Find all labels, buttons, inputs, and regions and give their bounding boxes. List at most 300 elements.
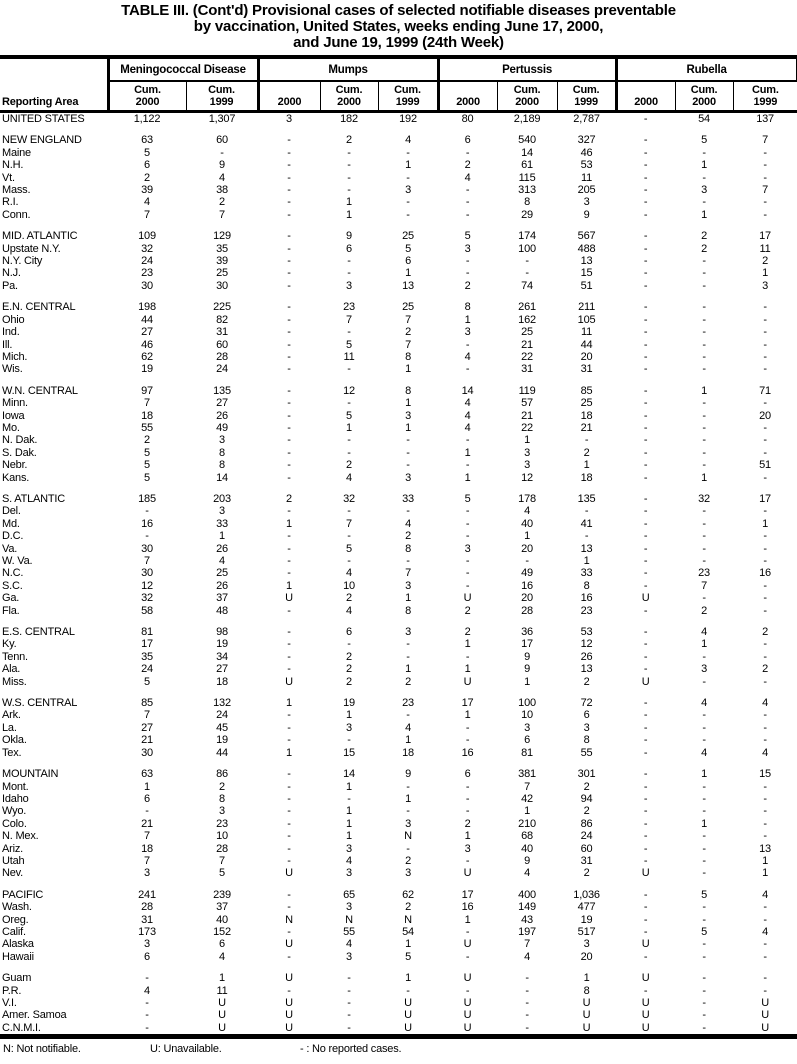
cell-value: 162 [518,313,536,326]
cell-value: 567 [577,230,596,243]
cell-value: 3 [524,459,530,472]
cell-value: 28 [141,901,153,914]
cell-value: - [347,267,351,280]
cell-value: - [287,196,291,209]
cell-value: - [643,579,648,592]
cell-value: - [763,208,767,221]
cell-value: - [702,279,706,292]
cell-value: - [643,421,648,434]
cell-value: 23 [402,697,414,710]
cell-value: 18 [580,471,593,484]
cell-value: - [702,867,706,880]
cell-value: 97 [141,384,153,397]
cell-value: 14 [521,146,533,159]
cell-value: 32 [698,492,710,505]
cell-value: 12 [580,638,593,651]
cell-value: - [287,363,291,376]
cell-value: - [702,675,706,688]
cell-value: - [287,842,291,855]
cell-value: 135 [577,492,596,505]
table-row [0,292,797,313]
cell-value: 25 [521,326,533,339]
cell-value: 31 [521,363,533,376]
cell-value: - [702,255,706,268]
cell-value: U [463,1021,472,1034]
cell-value: - [702,709,706,722]
cell-value: 1 [346,208,352,221]
cell-value: 4 [464,171,471,184]
cell-value: - [702,267,706,280]
cell-value: N [285,913,293,926]
cell-value: 58 [141,604,153,617]
row-area-label: C.N.M.I. [2,1021,41,1034]
cell-value: - [465,854,470,867]
cell-value: 3 [524,446,530,459]
cell-value: 6 [219,938,225,951]
cell-value: 16 [141,517,153,530]
row-area-label: R.I. [2,196,19,209]
cell-value: - [702,1021,706,1034]
cell-value: 327 [577,134,596,147]
cell-value: - [763,350,767,363]
cell-value: - [643,650,648,663]
cell-value: - [643,446,648,459]
cell-value: 6 [464,134,471,147]
cell-value: - [702,805,706,818]
cell-value: - [287,542,291,555]
cell-value: 1 [762,267,769,280]
cell-value: 313 [518,184,536,197]
cell-value: 43 [521,913,533,926]
cell-value: - [287,301,291,314]
cell-value: 44 [141,313,153,326]
cell-value: 48 [216,604,228,617]
cell-value: - [406,842,410,855]
cell-value: - [763,780,767,793]
cell-value: - [763,984,767,997]
cell-value: 4 [524,505,530,518]
cell-value: 1 [405,972,411,985]
row-area-label: Va. [2,542,18,555]
table-row [0,159,797,171]
row-area-label: P.R. [2,984,22,997]
cell-value: 2,189 [513,113,541,125]
table-row [0,363,797,375]
table-section [0,963,797,1037]
cell-value: - [287,255,291,268]
cell-value: 2 [762,663,769,676]
cell-value: 82 [216,313,228,326]
cell-value: 8 [219,792,225,805]
cell-value: U [641,997,650,1009]
cell-value: 105 [577,313,596,326]
cell-value: 4 [762,888,769,901]
table-row [0,951,797,963]
cell-value: 7 [405,338,411,351]
table-section [0,617,797,688]
cell-value: 6 [583,709,590,722]
cell-value: - [465,338,470,351]
cell-value: 137 [756,113,774,125]
cell-value: 10 [216,830,228,843]
table-row [0,880,797,901]
cell-value: - [702,530,706,543]
cell-value: - [347,255,351,268]
cell-value: - [763,301,767,314]
cell-value: - [406,780,410,793]
cell-value: - [763,542,767,555]
cell-value: 6 [144,792,150,805]
cell-value: - [287,326,291,339]
cell-value: 5 [346,338,352,351]
cell-value: 211 [578,301,596,314]
group-header-mumps: Mumps [258,57,438,81]
cell-value: 16 [759,567,771,580]
row-area-label: S. Dak. [2,446,37,459]
cell-value: - [763,950,767,963]
cell-value: 5 [464,492,471,505]
table-row [0,280,797,292]
cell-value: 34 [216,650,228,663]
group-header-rubella: Rubella [616,57,797,81]
cell-value: 4 [346,938,352,951]
cell-value: 60 [580,842,593,855]
cell-value: - [465,196,470,209]
cell-value: 25 [402,230,414,243]
cell-value: 22 [521,421,533,434]
group-header-meningococcal: Meningococcal Disease [108,57,258,81]
cell-value: 1 [286,579,292,592]
cell-value: 205 [577,184,596,197]
cell-value: - [465,255,470,268]
cell-value: 62 [141,350,153,363]
cell-value: 35 [141,650,153,663]
table-row [0,580,797,592]
cell-value: 3 [219,805,225,818]
cell-value: 63 [141,768,153,781]
table-row [0,938,797,950]
cell-value: - [145,997,149,1009]
cell-value: - [702,505,706,518]
cell-value: U [404,1009,412,1022]
cell-value: 2 [762,255,769,268]
row-area-label: Hawaii [2,950,34,963]
cell-value: 10 [343,579,355,592]
cell-value: 1 [286,746,292,759]
cell-value: 3 [346,279,352,292]
cell-value: 6 [346,242,352,255]
cell-value: - [287,530,291,543]
footnote-no-reported-cases: - : No reported cases. [300,1043,402,1056]
cell-value: 3 [701,184,708,197]
cell-value: - [643,326,648,339]
cell-value: 115 [518,171,536,184]
cell-value: 5 [144,459,150,472]
cell-value: 9 [524,854,530,867]
row-area-label: Ga. [2,592,20,605]
cell-value: 51 [580,279,593,292]
row-area-label: Pa. [2,279,18,292]
cell-value: 21 [141,817,153,830]
col-header-mumps-cum-2000: Cum. 2000 [320,81,378,112]
cell-value: U [218,1021,226,1034]
cell-value: 1 [583,972,590,985]
cell-value: 1 [346,421,352,434]
cell-value: - [347,734,351,747]
cell-value: 7 [524,938,530,951]
row-area-label: NEW ENGLAND [2,134,82,147]
cell-value: - [702,409,706,422]
cell-value: 33 [216,517,228,530]
cell-value: 3 [219,505,225,518]
footnote-unavailable: U: Unavailable. [150,1043,222,1056]
cell-value: 31 [580,363,593,376]
table-row [0,638,797,650]
cell-value: - [643,279,648,292]
cell-value: - [465,530,470,543]
cell-value: - [643,434,648,447]
cell-value: U [285,1009,293,1022]
cell-value: 5 [405,950,411,963]
cell-value: 37 [216,901,228,914]
cell-value: - [702,446,706,459]
cell-value: - [145,805,149,818]
cell-value: 2,787 [573,113,600,125]
cell-value: 2 [583,446,590,459]
row-area-label: N.H. [2,159,24,172]
cell-value: - [406,196,410,209]
cell-value: 20 [580,350,593,363]
cell-value: 13 [580,542,593,555]
cell-value: 86 [580,817,593,830]
cell-value: - [525,1009,529,1022]
cell-value: 8 [405,384,411,397]
cell-value: - [525,984,529,997]
cell-value: 1 [405,421,411,434]
cell-value: - [643,301,648,314]
cell-value: - [465,505,470,518]
cell-value: - [465,567,470,580]
cell-value: - [702,196,706,209]
cell-value: - [643,768,648,781]
table-row [0,351,797,363]
cell-value: 5 [144,146,150,159]
cell-value: 4 [762,697,769,710]
cell-value: 25 [402,301,414,314]
cell-value: N [345,913,353,926]
cell-value: 6 [144,159,150,172]
cell-value: U [463,867,472,880]
table-row [0,326,797,338]
cell-value: - [287,505,291,518]
cell-value: 2 [464,159,471,172]
cell-value: 4 [405,517,411,530]
cell-value: 11 [581,326,593,339]
cell-value: 20 [580,950,593,963]
cell-value: - [287,471,291,484]
table-row [0,651,797,663]
cell-value: 5 [464,230,471,243]
cell-value: 3 [464,842,471,855]
row-area-label: Amer. Samoa [2,1009,67,1022]
cell-value: 4 [464,397,471,410]
cell-value: - [287,242,291,255]
cell-value: - [643,459,648,472]
cell-value: 2 [583,867,590,880]
table-section [0,688,797,759]
cell-value: U [582,1021,591,1034]
cell-value: - [287,950,291,963]
cell-value: 26 [216,542,228,555]
table-section [0,112,797,126]
cell-value: 53 [580,159,593,172]
cell-value: 1 [405,592,411,605]
cell-value: - [643,255,648,268]
cell-value: 2 [346,663,352,676]
cell-value: - [643,734,648,747]
cell-value: 4 [405,721,411,734]
cell-value: - [287,734,291,747]
row-area-label: Md. [2,517,20,530]
cell-value: - [287,567,291,580]
cell-value: 44 [580,338,593,351]
table-row [0,997,797,1009]
cell-value: 21 [521,409,533,422]
table-row [0,255,797,267]
cell-value: 39 [216,255,228,268]
table-row [0,793,797,805]
cell-value: 23 [141,267,153,280]
cell-value: - [347,326,351,339]
cell-value: 42 [521,792,533,805]
cell-value: - [763,326,767,339]
cell-value: - [702,950,706,963]
cell-value: U [582,1009,591,1022]
row-area-label: Upstate N.Y. [2,242,61,255]
table-row [0,459,797,471]
table-row [0,543,797,555]
cell-value: - [525,267,529,280]
cell-value: 3 [405,184,411,197]
cell-value: 38 [216,184,228,197]
cell-value: 2 [144,434,150,447]
table-row [0,1022,797,1037]
cell-value: 2 [346,134,352,147]
cell-value: 29 [521,208,533,221]
cell-value: - [763,721,767,734]
cell-value: 8 [464,301,471,314]
cell-value: - [287,313,291,326]
cell-value: U [641,592,650,605]
cell-value: - [347,363,351,376]
cell-value: - [465,579,470,592]
cell-value: - [465,208,470,221]
cell-value: 9 [583,208,590,221]
cell-value: - [763,471,767,484]
cell-value: 24 [141,663,153,676]
cell-value: - [643,196,648,209]
cell-value: 1 [464,913,471,926]
table-row [0,518,797,530]
cell-value: 3 [405,626,411,639]
cell-value: - [763,146,767,159]
cell-value: 1 [524,805,530,818]
cell-value: U [641,938,650,951]
cell-value: 5 [701,888,708,901]
cell-value: 4 [701,697,708,710]
cell-value: 1 [464,638,471,651]
table-row [0,376,797,397]
cell-value: 8 [405,350,411,363]
cell-value: 2 [405,530,411,543]
cell-value: 28 [521,604,533,617]
cell-value: - [347,792,351,805]
cell-value: - [287,854,291,867]
cell-value: U [463,997,472,1009]
cell-value: 4 [219,555,225,567]
cell-value: - [584,530,589,543]
cell-value: - [287,446,291,459]
cell-value: - [347,505,351,518]
row-area-label: W. Va. [2,555,33,567]
cell-value: 2 [405,901,411,914]
row-area-label: Tenn. [2,650,28,663]
cell-value: 1 [464,446,471,459]
cell-value: 85 [580,384,593,397]
cell-value: 1 [405,363,411,376]
cell-value: 152 [213,925,231,938]
cell-value: 381 [518,768,536,781]
row-area-label: Mo. [2,421,20,434]
cell-value: 25 [216,567,228,580]
cell-value: 72 [580,697,593,710]
cell-value: 18 [580,409,593,422]
cell-value: 37 [216,592,228,605]
cell-value: - [287,146,291,159]
cell-value: 7 [762,184,769,197]
cell-value: 30 [141,746,153,759]
cell-value: 31 [580,854,593,867]
cell-value: 26 [216,409,228,422]
cell-value: 4 [762,925,769,938]
cell-value: 17 [461,888,474,901]
cell-value: - [763,638,767,651]
cell-value: 3 [346,867,352,880]
cell-value: - [643,171,648,184]
row-area-label: Kans. [2,471,30,484]
cell-value: 3 [144,867,150,880]
table-row [0,422,797,434]
cell-value: 1 [524,675,530,688]
cell-value: 55 [141,421,153,434]
cell-value: - [702,984,706,997]
table-row [0,209,797,221]
cell-value: 4 [144,984,150,997]
cell-value: - [643,208,648,221]
row-area-label: Ark. [2,709,21,722]
cell-value: - [763,530,767,543]
cell-value: 17 [141,638,153,651]
cell-value: 1 [405,734,411,747]
cell-value: 24 [216,709,228,722]
cell-value: 45 [216,721,228,734]
cell-value: 1 [219,530,225,543]
cell-value: 4 [346,604,352,617]
cell-value: - [763,592,767,605]
cell-value: 98 [216,626,228,639]
cell-value: 1 [405,267,411,280]
cell-value: - [525,997,529,1009]
